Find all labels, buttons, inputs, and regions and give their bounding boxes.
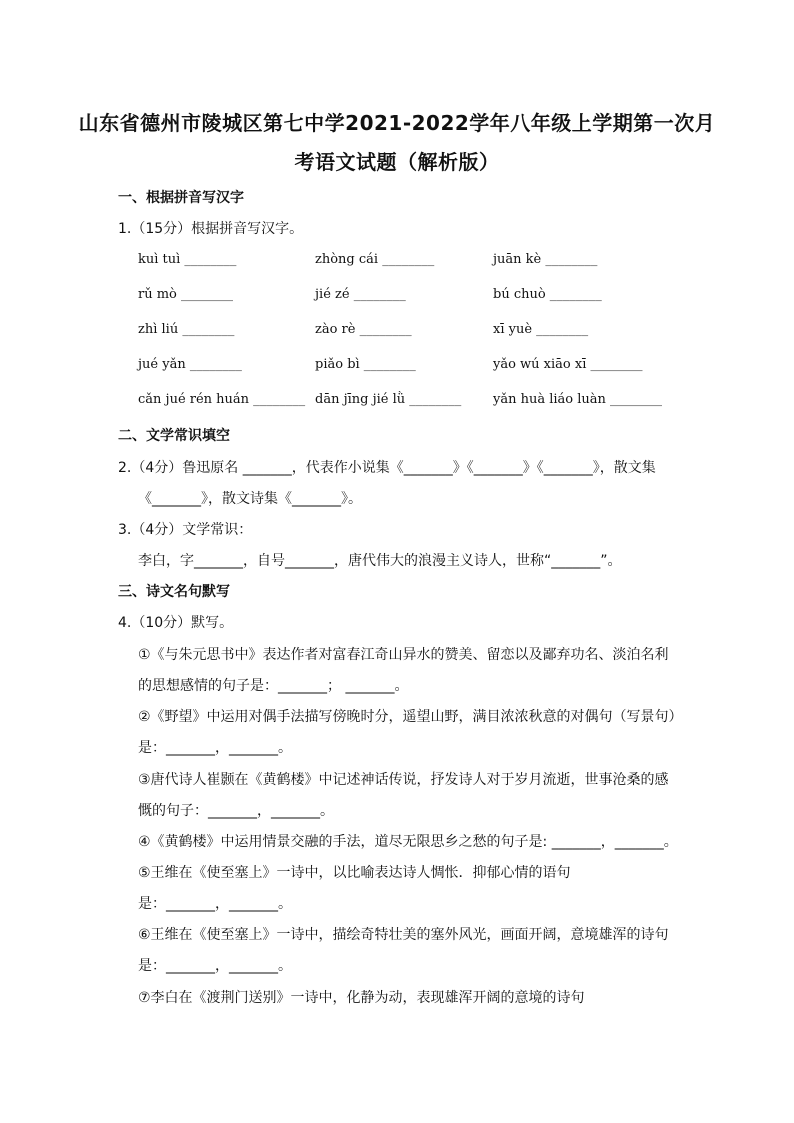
recitation-line: 是：_______，_______。	[138, 740, 292, 756]
pinyin-item: rǔ mò ________	[138, 287, 234, 302]
pinyin-item: juān kè ________	[493, 252, 598, 267]
section-heading-2: 二、文学常识填空	[118, 428, 230, 444]
pinyin-item: bú chuò ________	[493, 287, 602, 302]
question-3: 3.（4分）文学常识：	[118, 522, 253, 538]
pinyin-item: dān jīng jié lǜ ________	[315, 392, 462, 407]
pinyin-item: jié zé ________	[315, 287, 406, 302]
pinyin-item: kuì tuì ________	[138, 252, 237, 267]
pinyin-item: zhòng cái ________	[315, 252, 435, 267]
recitation-line: 是：_______，_______。	[138, 958, 292, 974]
question-1: 1.（15分）根据拼音写汉字。	[118, 221, 304, 237]
recitation-line: ⑤王维在《使至塞上》一诗中，以比喻表达诗人惆怅．抑郁心情的语句	[138, 865, 571, 881]
pinyin-item: xī yuè ________	[493, 322, 589, 337]
recitation-line: ⑥王维在《使至塞上》一诗中，描绘奇特壮美的塞外风光，画面开阔，意境雄浑的诗句	[138, 927, 669, 943]
question-2: 2.（4分）鲁迅原名 _______，代表作小说集《_______》《_______》《_______》，散文集	[118, 460, 656, 476]
question-2-cont: 《_______》，散文诗集《_______》。	[138, 491, 362, 507]
recitation-line: 的思想感情的句子是：_______； _______。	[138, 678, 409, 694]
pinyin-item: piǎo bì ________	[315, 357, 416, 372]
recitation-line: 慨的句子：_______，_______。	[138, 803, 334, 819]
recitation-line: ⑦李白在《渡荆门送别》一诗中，化静为动，表现雄浑开阔的意境的诗句	[138, 990, 585, 1006]
recitation-line: ③唐代诗人崔颢在《黄鹤楼》中记述神话传说，抒发诗人对于岁月流逝，世事沧桑的感	[138, 772, 669, 788]
pinyin-item: zào rè ________	[315, 322, 412, 337]
pinyin-item: cǎn jué rén huán ________	[138, 392, 306, 407]
recitation-line: ④《黄鹤楼》中运用情景交融的手法，道尽无限思乡之愁的句子是: _______，_______。	[138, 834, 678, 850]
pinyin-item: zhì liú ________	[138, 322, 235, 337]
document-title-line1: 山东省德州市陵城区第七中学2021-2022学年八年级上学期第一次月	[78, 111, 716, 135]
recitation-line: 是：_______，_______。	[138, 896, 292, 912]
section-heading-3: 三、诗文名句默写	[118, 584, 230, 600]
document-title-line2: 考语文试题（解析版）	[294, 150, 500, 174]
pinyin-item: yǎo wú xiāo xī ________	[493, 357, 643, 372]
question-3-body: 李白，字_______，自号_______，唐代伟大的浪漫主义诗人，世称“_______”。	[138, 553, 622, 569]
question-4: 4.（10分）默写。	[118, 615, 234, 631]
recitation-line: ①《与朱元思书中》表达作者对富春江奇山异水的赞美、留恋以及鄙弃功名、淡泊名利	[138, 647, 669, 663]
pinyin-item: jué yǎn ________	[138, 357, 242, 372]
pinyin-item: yǎn huà liáo luàn ________	[493, 392, 663, 407]
section-heading-1: 一、根据拼音写汉字	[118, 190, 244, 206]
recitation-line: ②《野望》中运用对偶手法描写傍晚时分，遥望山野，满目浓浓秋意的对偶句（写景句）	[138, 709, 683, 725]
